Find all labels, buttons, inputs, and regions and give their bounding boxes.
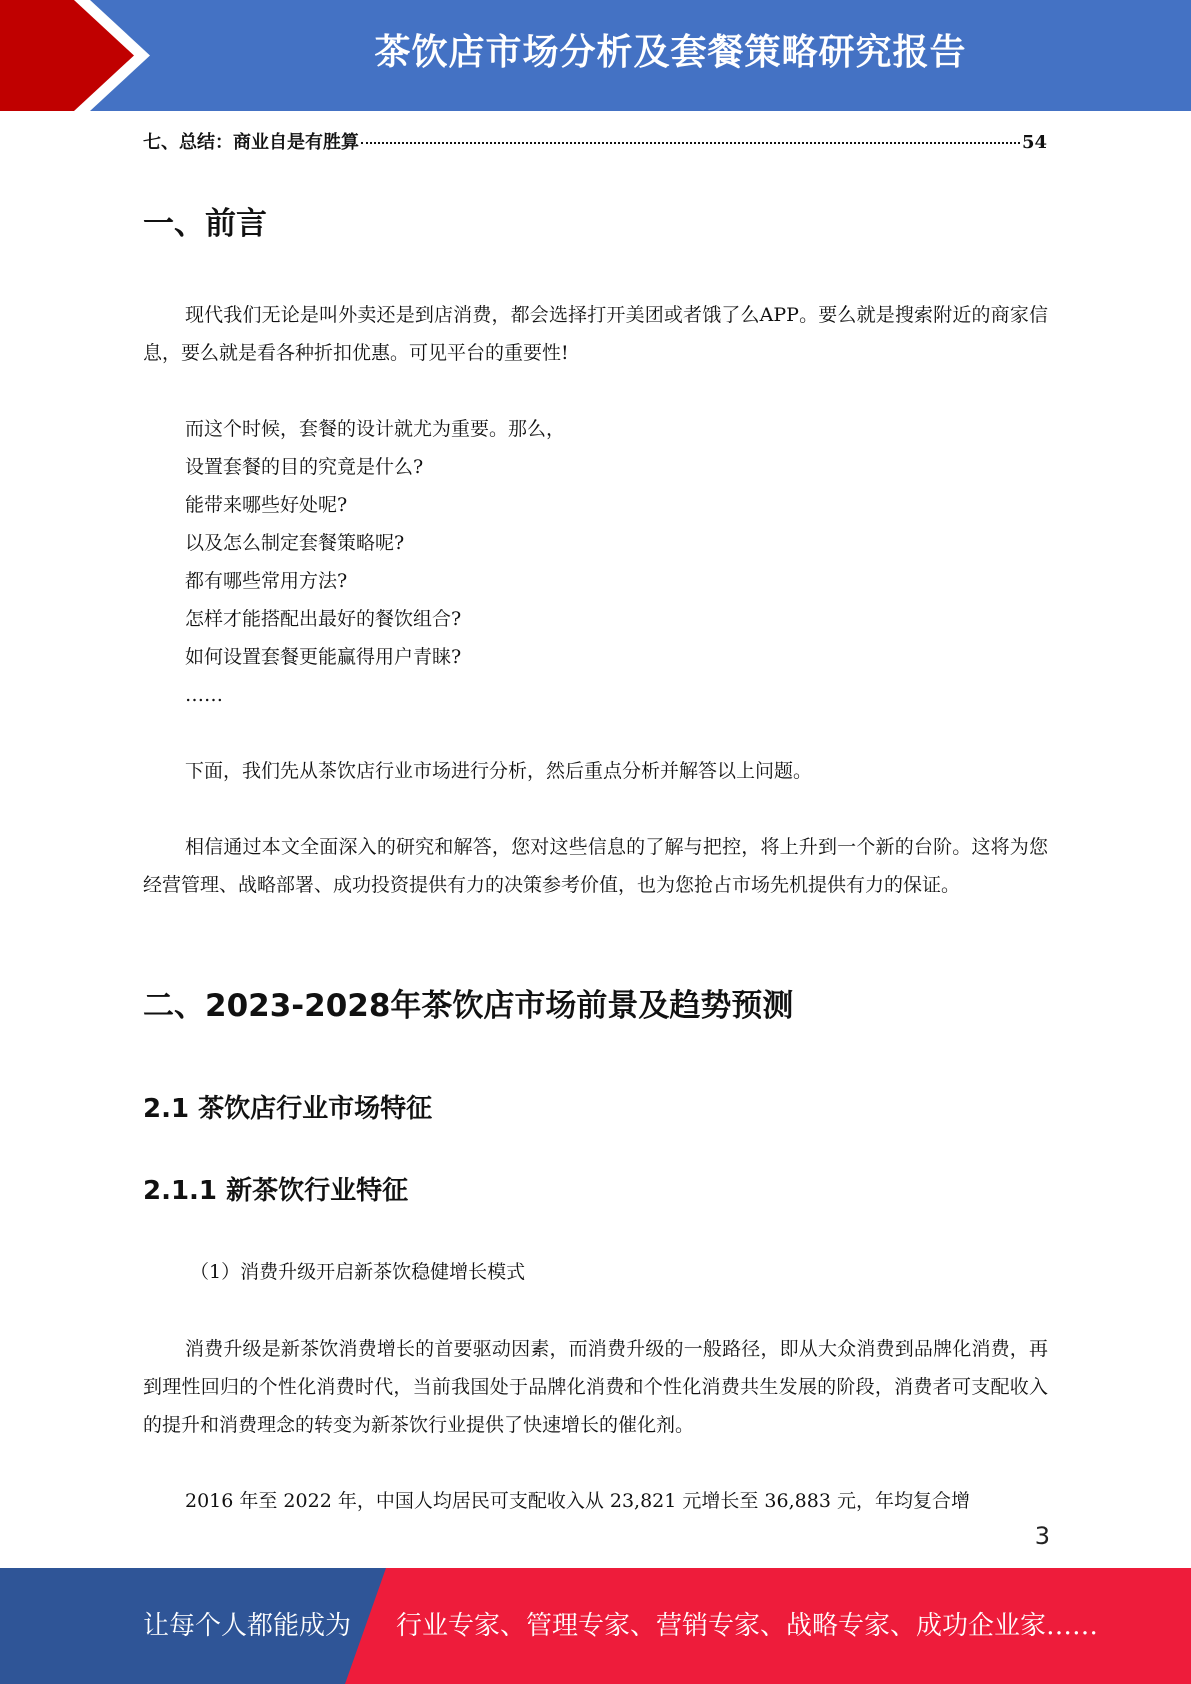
list-item: 而这个时候，套餐的设计就尤为重要。那么， <box>185 418 566 440</box>
red-chevron-decoration <box>0 0 134 111</box>
preface-paragraph-2: 下面，我们先从茶饮店行业市场进行分析，然后重点分析并解答以上问题。 <box>185 760 813 782</box>
preface-paragraph-1: 现代我们无论是叫外卖还是到店消费，都会选择打开美团或者饿了么APP。要么就是搜索附近的商家信息，要么就是看各种折扣优惠。可见平台的重要性! <box>143 304 1048 364</box>
toc-entry[interactable] <box>143 128 1047 160</box>
page-footer <box>0 1568 1191 1684</box>
footer-slogan-left: 让每个人都能成为 <box>143 1611 352 1641</box>
list-item: 如何设置套餐更能赢得用户青睐? <box>185 646 462 668</box>
point-heading-consumption-upgrade: （1）消费升级开启新茶饮稳健增长模式 <box>190 1261 526 1283</box>
footer-slogan-right: 行业专家、管理专家、营销专家、战略专家、成功企业家…… <box>396 1611 1099 1641</box>
toc-entry-page: 54 <box>1021 132 1047 153</box>
toc-entry-label: 七、总结：商业自是有胜算 <box>143 132 359 153</box>
preface-paragraph-3: 相信通过本文全面深入的研究和解答，您对这些信息的了解与把控，将上升到一个新的台阶。这将为您经营管理、战略部署、成功投资提供有力的决策参考价值，也为您抢占市场先机提供有力的保证。 <box>143 836 1048 896</box>
list-item: 能带来哪些好处呢? <box>185 494 348 516</box>
body-paragraph-income-growth: 2016 年至 2022 年，中国人均居民可支配收入从 23,821 元增长至 36,883 元，年均复合增 <box>185 1490 970 1512</box>
toc-dot-leader <box>361 142 1020 144</box>
page-number: 3 <box>1034 1522 1050 1550</box>
list-item: 设置套餐的目的究竟是什么? <box>185 456 424 478</box>
list-item: 以及怎么制定套餐策略呢? <box>185 532 405 554</box>
section-heading-forecast: 二、2023-2028年茶饮店市场前景及趋势预测 <box>143 988 794 1024</box>
list-item: 怎样才能搭配出最好的餐饮组合? <box>185 608 462 630</box>
body-paragraph-consumption-upgrade: 消费升级是新茶饮消费增长的首要驱动因素，而消费升级的一般路径，即从大众消费到品牌化消费，再到理性回归的个性化消费时代，当前我国处于品牌化消费和个性化消费共生发展的阶段，消费者可支配收入的提升和消费理念的转变为新茶饮行业提供了快速增长的催化剂。 <box>143 1338 1048 1436</box>
question-list <box>185 410 1045 714</box>
subsection-heading-market-features: 2.1 茶饮店行业市场特征 <box>143 1094 433 1124</box>
list-item: …… <box>185 684 223 706</box>
list-item: 都有哪些常用方法? <box>185 570 348 592</box>
report-title: 茶饮店市场分析及套餐策略研究报告 <box>374 32 967 73</box>
page-header <box>0 0 1191 111</box>
section-heading-preface: 一、前言 <box>143 206 267 242</box>
subsection-heading-new-tea-features: 2.1.1 新茶饮行业特征 <box>143 1176 409 1206</box>
